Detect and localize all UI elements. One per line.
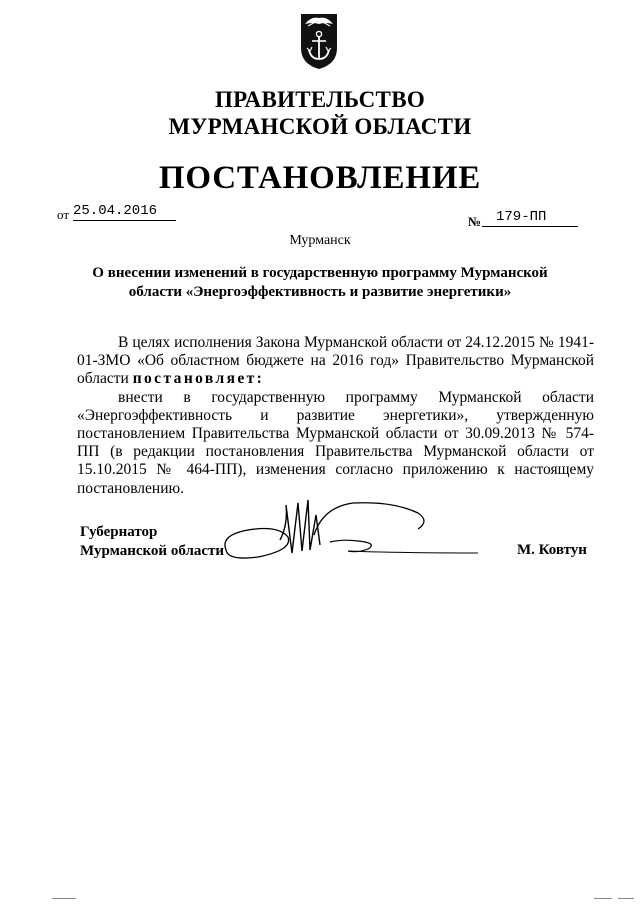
subject-line1: О внесении изменений в государственную программу Мурманской: [92, 265, 548, 281]
coat-of-arms-icon: [299, 12, 339, 70]
signatory-title-line1: Губернатор: [80, 524, 158, 540]
government-title-line2: МУРМАНСКОЙ ОБЛАСТИ: [168, 114, 472, 139]
body-paragraph-2: внести в государственную программу Мурманской области «Энергоэффективность и развитие энергетики», утвержденную постановлением Правительства Мурманской области от 30.09.2013 № 574-ПП (в редакции постановления Правительства Мурманской области от 15.10.2015 № 464-ПП), изменения согласно приложению к настоящему постановлению.: [77, 388, 594, 497]
signatory-title: [80, 523, 224, 561]
resolves-word: постановляет:: [132, 370, 265, 388]
subject-line2: области «Энергоэффективность и развитие энергетики»: [128, 284, 512, 300]
footer-mark-right-1: [594, 898, 612, 899]
signatory-name: М. Ковтун: [517, 542, 587, 558]
footer-mark-left: [52, 898, 76, 899]
document-body: [77, 334, 594, 498]
footer-mark-right-2: [618, 898, 634, 899]
document-number: 179-ПП: [482, 208, 578, 227]
city: Мурманск: [289, 233, 351, 248]
government-title-line1: ПРАВИТЕЛЬСТВО: [214, 87, 426, 112]
body-paragraph-1-text: В целях исполнения Закона Мурманской области от 24.12.2015 № 1941-01-ЗМО «Об областном бюджете на 2016 год» Правительство Мурманской области: [77, 334, 594, 388]
signatory-title-line2: Мурманской области: [80, 543, 225, 559]
document-type-title: ПОСТАНОВЛЕНИЕ: [158, 160, 482, 196]
number-prefix: №: [468, 214, 482, 229]
document-date: 25.04.2016: [73, 202, 176, 221]
document-subject: [82, 264, 558, 302]
body-paragraph-1: [77, 334, 594, 389]
date-prefix: от: [57, 207, 70, 222]
handwritten-signature-icon: [218, 495, 488, 575]
